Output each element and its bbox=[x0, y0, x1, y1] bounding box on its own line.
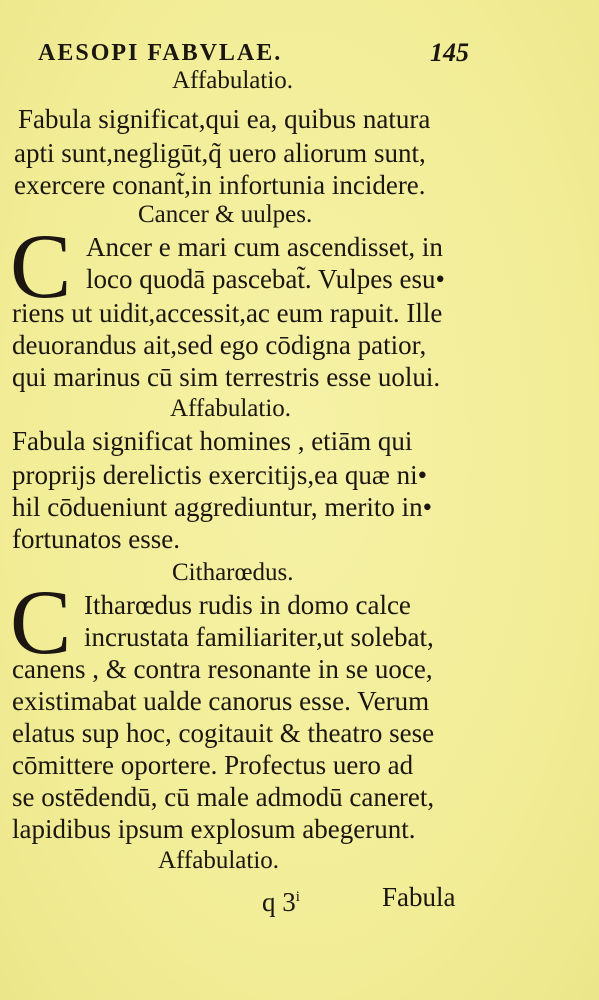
fable-title: Citharœdus. bbox=[172, 559, 294, 586]
fable-title: Cancer & uulpes. bbox=[138, 201, 313, 228]
text-line: Itharœdus rudis in domo calce bbox=[84, 590, 411, 620]
signature-text: q 3 bbox=[262, 887, 296, 917]
catchword: Fabula bbox=[382, 882, 456, 912]
section-heading-affabulatio: Affabulatio. bbox=[170, 395, 292, 422]
text-line: riens ut uidit,accessit,ac eum rapuit. Ille bbox=[12, 298, 443, 328]
text-line: elatus sup hoc, cogitauit & theatro sese bbox=[12, 718, 435, 748]
text-line: apti sunt,negligūt,q̃ uero aliorum sunt, bbox=[14, 138, 426, 168]
text-line: proprijs derelictis exercitijs,ea quæ ni• bbox=[12, 460, 428, 490]
text-line: se ostēdendū, cū male admodū caneret, bbox=[12, 782, 435, 812]
drop-capital: C bbox=[10, 215, 72, 317]
section-heading-affabulatio: Affabulatio. bbox=[172, 67, 294, 94]
text-line: loco quodā pascebat̃. Vulpes esu• bbox=[86, 264, 445, 294]
text-line: Fabula significat homines , etiām qui bbox=[12, 426, 413, 456]
text-line: incrustata familiariter,ut solebat, bbox=[84, 622, 434, 652]
text-line: lapidibus ipsum explosum abegerunt. bbox=[12, 814, 416, 844]
text-line: hil cōdueniunt aggrediuntur, merito in• bbox=[12, 492, 433, 522]
text-line: fortunatos esse. bbox=[12, 524, 180, 554]
drop-capital: C bbox=[10, 571, 72, 673]
section-heading-affabulatio: Affabulatio. bbox=[158, 847, 280, 874]
running-title: AESOPI FABVLAE. bbox=[38, 40, 283, 66]
text-line: Fabula significat,qui ea, quibus natura bbox=[18, 104, 431, 134]
text-line: exercere conant̃,in infortunia incidere. bbox=[14, 170, 426, 200]
text-line: Ancer e mari cum ascendisset, in bbox=[86, 232, 443, 262]
text-line: deuorandus ait,sed ego cōdigna patior, bbox=[12, 330, 427, 360]
text-line: cōmittere oportere. Profectus uero ad bbox=[12, 750, 414, 780]
page-number: 145 bbox=[430, 38, 469, 67]
text-line: canens , & contra resonante in se uoce, bbox=[12, 654, 433, 684]
signature-mark bbox=[262, 882, 300, 917]
text-line: existimabat ualde canorus esse. Verum bbox=[12, 686, 430, 716]
text-line: qui marinus cū sim terrestris esse uolui. bbox=[12, 362, 441, 392]
signature-superscript: i bbox=[295, 889, 300, 905]
